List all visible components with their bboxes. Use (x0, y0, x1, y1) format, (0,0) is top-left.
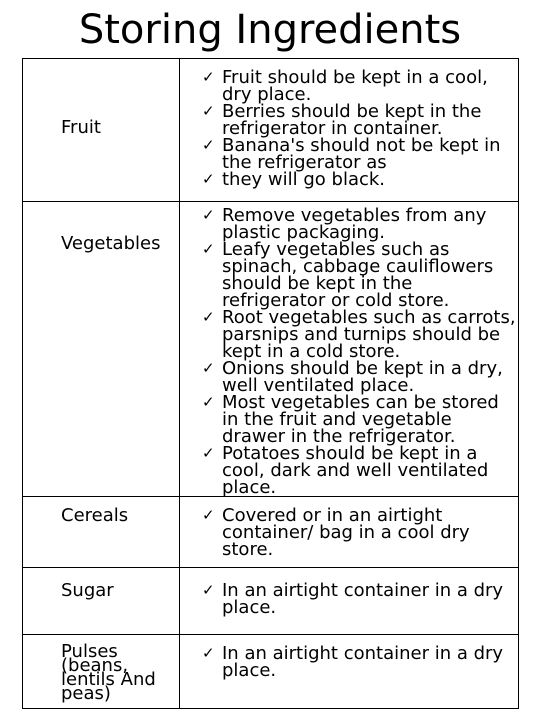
list-item (180, 360, 518, 394)
list-item (180, 582, 518, 616)
check-icon: ✓ (202, 308, 215, 326)
check-icon: ✓ (202, 68, 215, 86)
ingredients-table (22, 58, 519, 709)
list-item (180, 207, 518, 241)
label-cell (23, 497, 180, 568)
notes-cell (180, 497, 519, 568)
note-text: they will go black. (222, 169, 386, 190)
note-text: Potatoes should be kept in a cool, dark and well ventilated place. (222, 443, 489, 498)
notes-list-fruit (180, 69, 518, 188)
label-cell (23, 635, 180, 709)
note-text: Most vegetables can be stored in the fruit and vegetable drawer in the refrigerator. (222, 392, 499, 447)
check-icon: ✓ (202, 359, 215, 377)
label-cell (23, 202, 180, 497)
list-item (180, 309, 518, 360)
check-icon: ✓ (202, 506, 215, 524)
row-label-cereals: Cereals (61, 505, 129, 526)
check-icon: ✓ (202, 206, 215, 224)
note-text: In an airtight container in a dry place. (222, 580, 504, 618)
note-text: Onions should be kept in a dry, well ventilated place. (222, 358, 503, 396)
list-item (180, 394, 518, 445)
row-label-pulses: Pulses (beans, lentils And peas) (61, 641, 156, 704)
label-cell (23, 568, 180, 635)
label-cell (23, 59, 180, 202)
note-text: Remove vegetables from any plastic packaging. (222, 205, 487, 243)
note-text: Banana's should not be kept in the refrigerator as (222, 135, 501, 173)
check-icon: ✓ (202, 644, 215, 662)
note-text: Leafy vegetables such as spinach, cabbage cauliflowers should be kept in the refrigerator or cold store. (222, 239, 494, 311)
list-item (180, 445, 518, 496)
list-item (180, 507, 518, 558)
check-icon: ✓ (202, 393, 215, 411)
notes-list-pulses (180, 645, 518, 679)
notes-cell (180, 202, 519, 497)
check-icon: ✓ (202, 240, 215, 258)
row-label-vegetables: Vegetables (61, 233, 161, 254)
check-icon: ✓ (202, 136, 215, 154)
notes-list-vegetables (180, 207, 518, 496)
table-row-vegetables (23, 202, 519, 497)
note-text: In an airtight container in a dry place. (222, 643, 504, 681)
table-row-pulses (23, 635, 519, 709)
page-title: Storing Ingredients (78, 7, 462, 53)
note-text: Fruit should be kept in a cool, dry place. (222, 67, 488, 105)
list-item (180, 645, 518, 679)
check-icon: ✓ (202, 444, 215, 462)
check-icon: ✓ (202, 102, 215, 120)
list-item (180, 103, 518, 137)
list-item (180, 241, 518, 309)
table-row-cereals (23, 497, 519, 568)
table-row-sugar (23, 568, 519, 635)
check-icon: ✓ (202, 170, 215, 188)
list-item (180, 171, 518, 188)
list-item (180, 69, 518, 103)
row-label-sugar: Sugar (61, 580, 114, 601)
row-label-fruit: Fruit (61, 117, 101, 138)
note-text: Berries should be kept in the refrigerator in container. (222, 101, 482, 139)
note-text: Covered or in an airtight container/ bag in a cool dry store. (222, 505, 470, 560)
check-icon: ✓ (202, 581, 215, 599)
notes-cell (180, 568, 519, 635)
note-text: Root vegetables such as carrots, parsnips and turnips should be kept in a cold store. (222, 307, 516, 362)
table-row-fruit (23, 59, 519, 202)
notes-cell (180, 59, 519, 202)
list-item (180, 137, 518, 171)
notes-list-cereals (180, 507, 518, 558)
notes-cell (180, 635, 519, 709)
notes-list-sugar (180, 582, 518, 616)
